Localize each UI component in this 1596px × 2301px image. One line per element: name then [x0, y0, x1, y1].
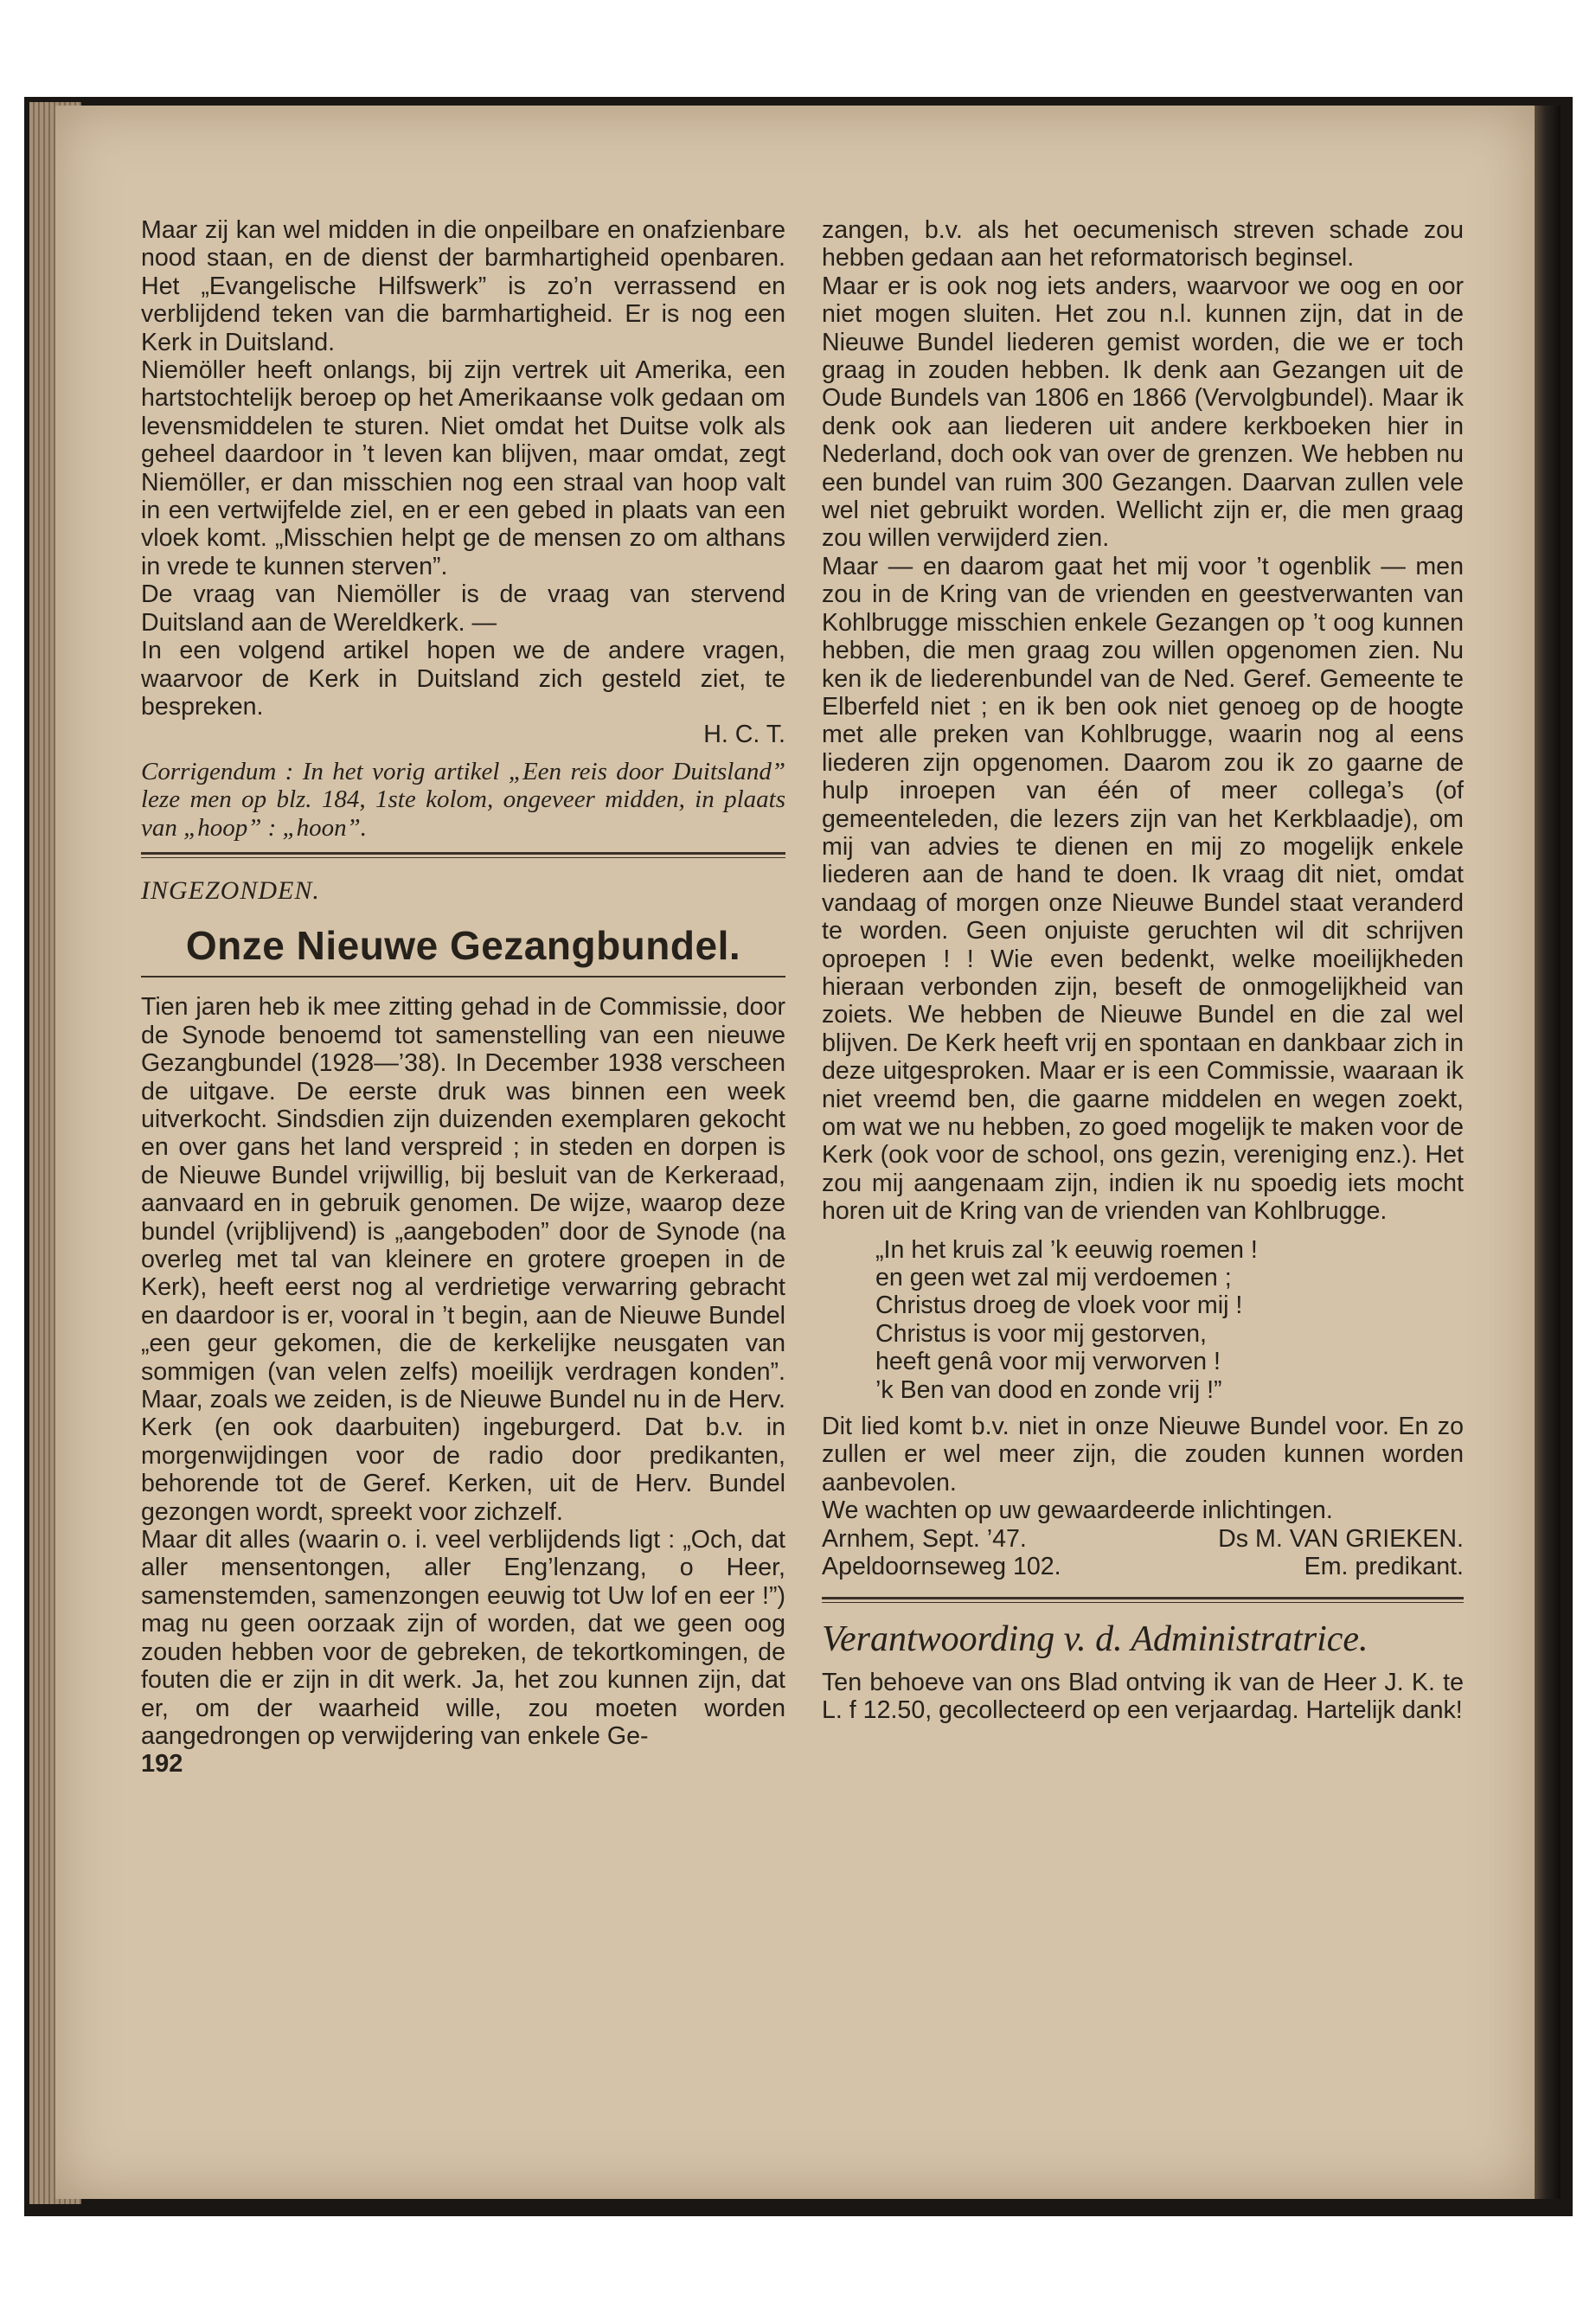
section-divider: [822, 1597, 1464, 1603]
paragraph: Maar er is ook nog iets anders, waarvoor we oog en oor niet mogen sluiten. Het zou n.l. kunnen zijn, dat in de Nieuwe Bundel liederen gemist worden, die we er toch graag in zouden hebben. Ik denk aan Gezangen uit de Oude Bundels van 1806 en 1866 (Vervolgbundel). Maar ik denk ook aan liederen uit andere kerkboeken hier in Nederland, doch ook van over de grenzen. We hebben nu een bundel van ruim 300 Gezangen. Daarvan zullen vele wel niet gebruikt worden. Wellicht zijn er, die men graag zou willen verwijderd zien.: [822, 272, 1464, 553]
hymn-verse: [875, 1236, 1464, 1404]
title-underline: [141, 976, 785, 977]
article-title: Onze Nieuwe Gezangbundel.: [185, 923, 741, 969]
right-column: [822, 216, 1464, 1724]
author-name: Ds M. VAN GRIEKEN.: [1218, 1524, 1464, 1553]
signature-line: [822, 1525, 1464, 1553]
verse-line: Christus droeg de vloek voor mij !: [875, 1292, 1243, 1320]
author-title: Em. predikant.: [1304, 1553, 1464, 1581]
paragraph: Niemöller heeft onlangs, bij zijn vertrek uit Amerika, een hartstochtelijk beroep op het Amerikaanse volk gedaan om levensmiddelen te sturen. Niet omdat het Duitse volk als geheel daardoor in ’t leven kan blijven, maar omdat, zegt Niemöller, er dan misschien nog een straal van hoop valt in een vertwijfelde ziel, en er een gebed in plaats van een vloek komt. „Misschien helpt ge de mensen zo om althans in vrede te kunnen sterven”.: [141, 356, 785, 580]
signature-line: [822, 1553, 1464, 1580]
paragraph: Maar zij kan wel midden in die onpeilbare en onafzienbare nood staan, en de dienst der barmhartigheid openbaren. Het „Evangelische Hilfswerk” is zo’n verrassend en verblijdend teken van die barmhartigheid. Er is nog een Kerk in Duitsland.: [141, 216, 785, 356]
verse-line: en geen wet zal mij verdoemen ;: [875, 1264, 1232, 1292]
paragraph: Dit lied komt b.v. niet in onze Nieuwe Bundel voor. En zo zullen er wel meer zijn, die zouden kunnen worden aanbevolen.: [822, 1413, 1464, 1497]
paragraph: Maar dit alles (waarin o. i. veel verblijdends ligt : „Och, dat aller mensentongen, aller Eng’lenzang, o Heer, samenstemden, samenzongen eeuwig tot Uw lof en eer !”) mag nu geen oorzaak zijn of worden, dat we geen oog zouden hebben voor de gebreken, de tekortkomingen, de fouten die er zijn in dit werk. Ja, het zou kunnen zijn, dat er, om der waarheid wille, zou moeten worden aangedrongen op verwijdering van enkele Ge-: [141, 1526, 785, 1750]
author-address: Apeldoornseweg 102.: [822, 1553, 1061, 1581]
corrigendum: Corrigendum : In het vorig artikel „Een reis door Duitsland” leze men op blz. 184, 1ste kolom, ongeveer midden, in plaats van „hoop” : „hoon”.: [141, 757, 785, 842]
page-number: 192: [141, 1750, 183, 1779]
left-column: [141, 216, 785, 1779]
paragraph: In een volgend artikel hopen we de andere vragen, waarvoor de Kerk in Duitsland zich gesteld ziet, te bespreken.: [141, 637, 785, 721]
verse-line: Christus is voor mij gestorven,: [875, 1319, 1207, 1348]
verse-line: heeft genâ voor mij verworven !: [875, 1348, 1221, 1376]
section-label: INGEZONDEN.: [141, 875, 320, 905]
book-spine: [1535, 106, 1561, 2199]
paragraph: zangen, b.v. als het oecumenisch streven schade zou hebben gedaan aan het reformatorisch beginsel.: [822, 216, 1464, 272]
verse-line: ’k Ben van dood en zonde vrij !”: [875, 1375, 1222, 1404]
paragraph: De vraag van Niemöller is de vraag van stervend Duitsland aan de Wereldkerk. —: [141, 580, 785, 637]
paragraph: Ten behoeve van ons Blad ontving ik van de Heer J. K. te L. f 12.50, gecollecteerd op een verjaardag. Hartelijk dank!: [822, 1668, 1464, 1724]
paragraph: Maar — en daarom gaat het mij voor ’t ogenblik — men zou in de Kring van de vrienden en geestverwanten van Kohlbrugge misschien enkele Gezangen op ’t oog kunnen hebben, die men graag zou willen opgenomen zien. Nu ken ik de liederenbundel van de Ned. Geref. Gemeente te Elberfeld niet ; en ik ben ook niet genoeg op de hoogte met alle preken van Kohlbrugge, waarin nog al eens liederen zijn opgenomen. Daarom zou ik zo gaarne de hulp inroepen van één of meer collega’s (of gemeenteleden, die lezers zijn van het Kerkblaadje), om mij van advies te dienen en mij zo mogelijk enkele liederen aan de hand te doen. Ik vraag dit niet, omdat vandaag of morgen onze Nieuwe Bundel staat veranderd te worden. Geen onjuiste geruchten wil dit schrijven oproepen ! ! Wie even bedenkt, welke moeilijkheden hieraan verbonden zijn, beseft de onmogelijkheid van zoiets. We hebben de Nieuwe Bundel en die zal wel blijven. De Kerk heeft vrij en spontaan en dankbaar zich in deze uitgesproken. Maar er is een Commissie, waaraan ik niet vreemd ben, die gaarne middelen en wegen zoekt, om wat we nu hebben, zo goed mogelijk te maken voor de Kerk (ook voor de school, ons gezin, vereniging enz.). Het zou mij aangenaam zijn, indien ik nu spoedig iets mocht horen uit de Kring van de vrienden van Kohlbrugge.: [822, 552, 1464, 1226]
paragraph: We wachten op uw gewaardeerde inlichtingen.: [822, 1497, 1333, 1525]
admin-heading: Verantwoording v. d. Administratrice.: [822, 1618, 1368, 1659]
place-date: Arnhem, Sept. ’47.: [822, 1524, 1027, 1553]
paragraph: Tien jaren heb ik mee zitting gehad in de Commissie, door de Synode benoemd tot samenstelling van een nieuwe Gezangbundel (1928—’38). In December 1938 verscheen de uitgave. De eerste druk was binnen een week uitverkocht. Sindsdien zijn duizenden exemplaren gekocht en over gans het land verspreid ; in steden en dorpen is de Nieuwe Bundel vrijwillig, bij besluit van de Kerkeraad, aanvaard en in gebruik genomen. De wijze, waarop deze bundel (vrijblijvend) is „aangeboden” door de Synode (na overleg met tal van kleinere en grotere groepen in de Kerk), heeft eerst nog al verdrietige verwarring gebracht en daardoor is er, vooral in ’t begin, aan de Nieuwe Bundel „een geur gekomen, die de kerkelijke neusgaten van sommigen (van velen zelfs) moeilijk verdragen konden”. Maar, zoals we zeiden, is de Nieuwe Bundel nu in de Herv. Kerk (en ook daarbuiten) ingeburgerd. Dat b.v. in morgenwijdingen voor de radio door predikanten, behorende tot de Geref. Kerken, uit de Herv. Bundel gezongen wordt, spreekt voor zichzelf.: [141, 993, 785, 1526]
verse-line: „In het kruis zal ’k eeuwig roemen !: [875, 1235, 1258, 1264]
author-initials: H. C. T.: [703, 721, 785, 749]
section-divider: [141, 852, 785, 858]
signature-line: [141, 721, 785, 748]
